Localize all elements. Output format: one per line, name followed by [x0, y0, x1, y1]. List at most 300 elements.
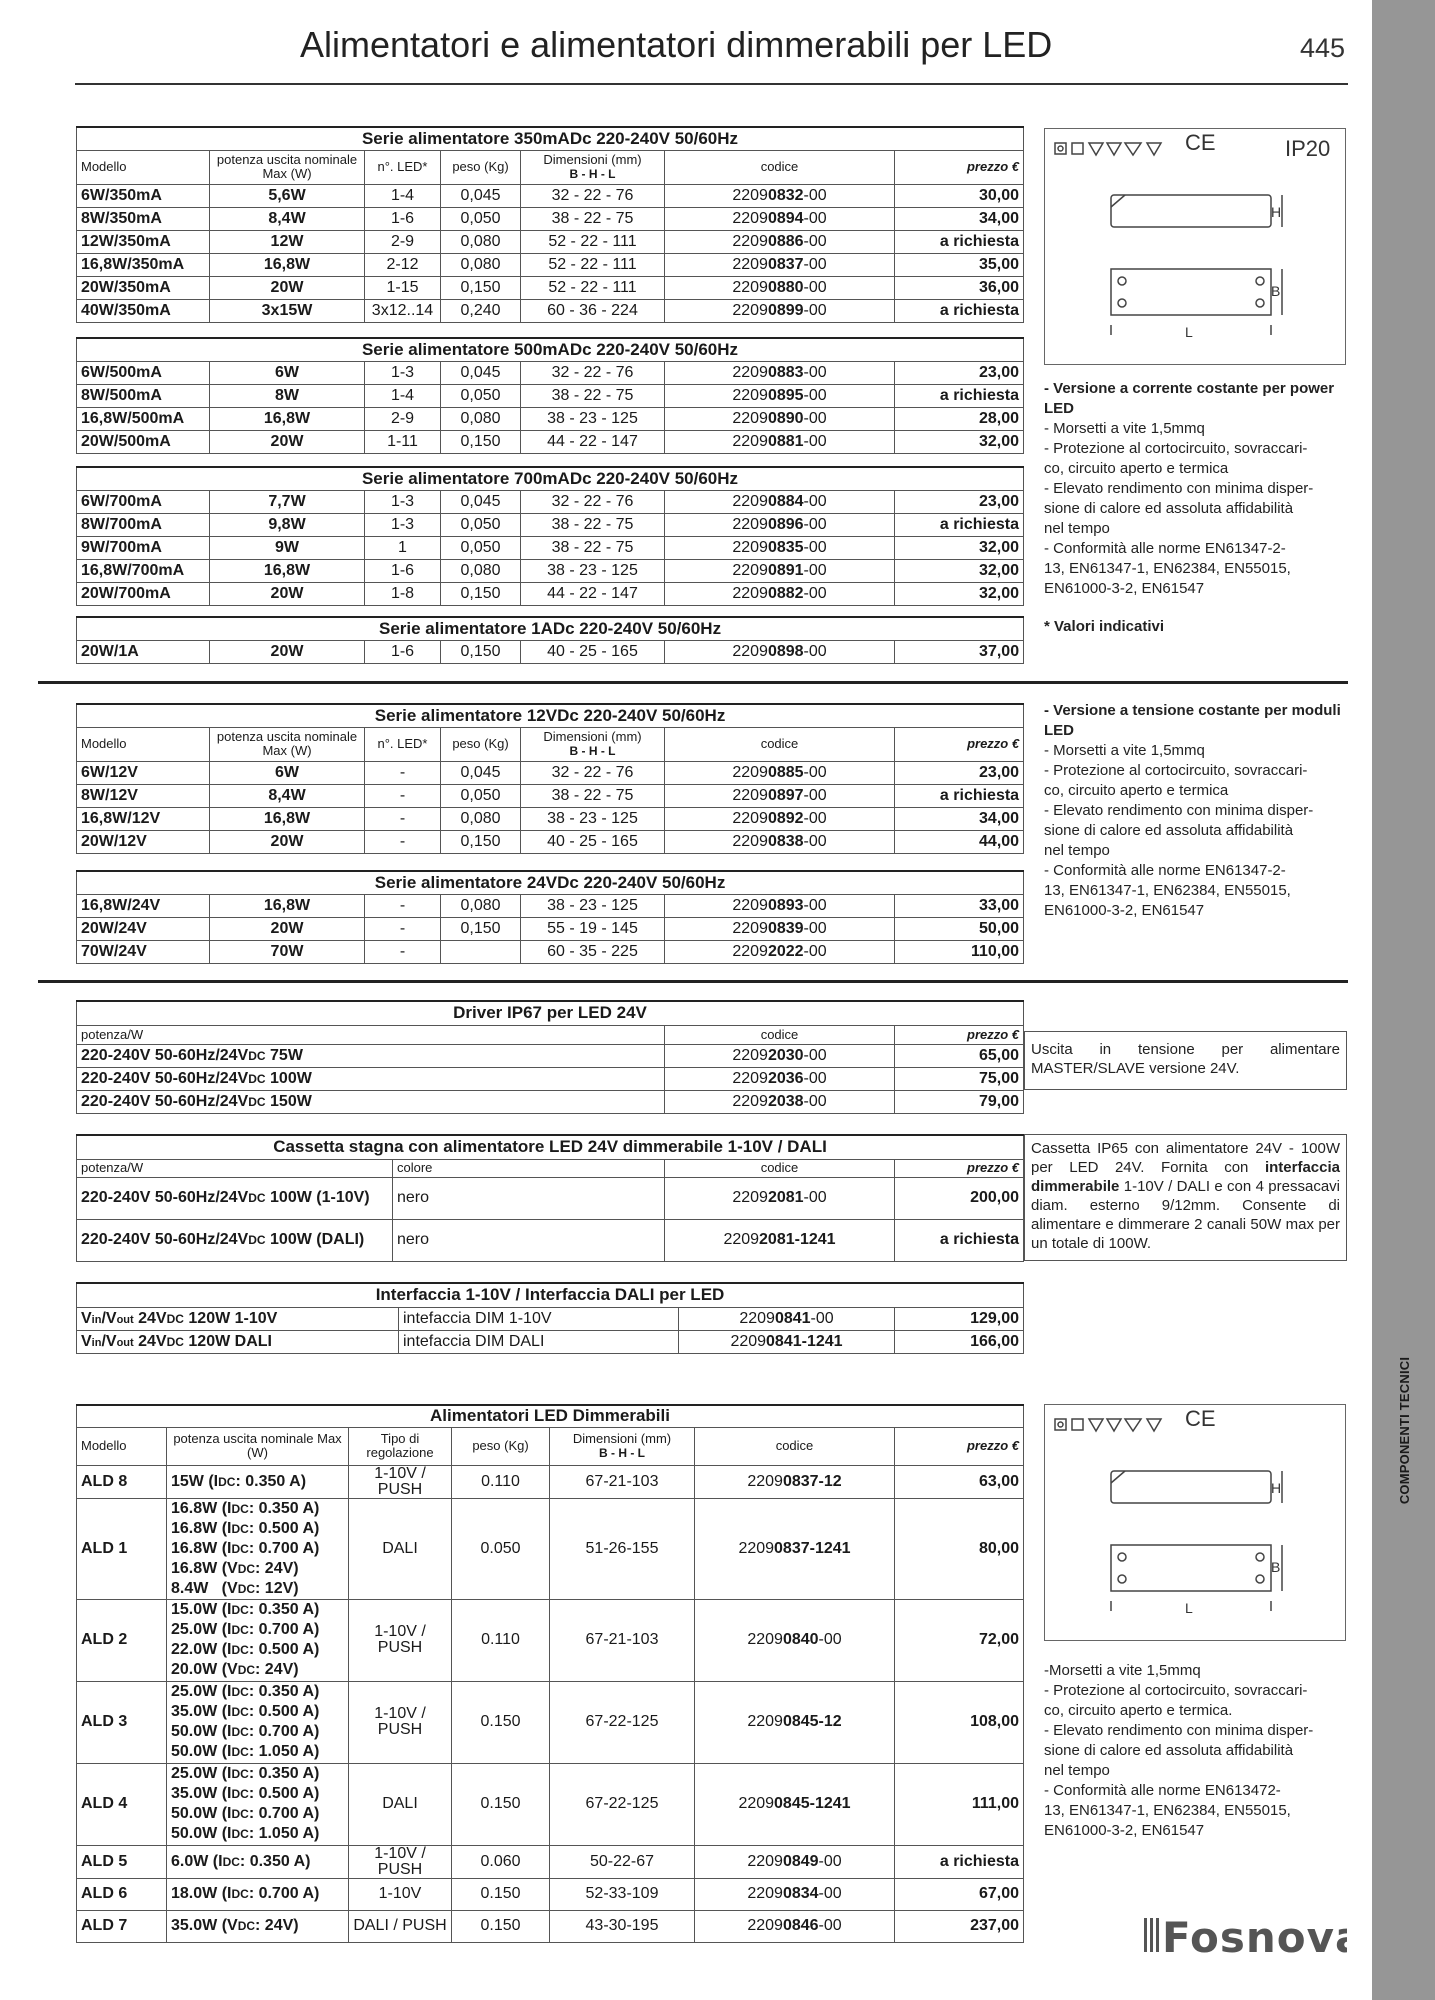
- code-prefix: 2209: [732, 1092, 768, 1110]
- code-cell: [665, 582, 895, 605]
- code-cell: [665, 184, 895, 207]
- col-header-peso: peso (Kg): [452, 1427, 550, 1465]
- code-main: 2022: [767, 942, 804, 960]
- model-cell: ALD 8: [77, 1465, 167, 1498]
- dimensions-cell: 32 - 22 - 76: [521, 761, 665, 784]
- code-main: 0837: [767, 255, 804, 273]
- price-cell: 23,00: [895, 761, 1024, 784]
- note-line: - Morsetti a vite 1,5mmq: [1044, 742, 1205, 759]
- weight-cell: 0,050: [441, 536, 521, 559]
- code-main: 2081-1241: [759, 1231, 836, 1248]
- code-cell: [665, 299, 895, 322]
- dimensions-cell: 60 - 35 - 225: [521, 940, 665, 963]
- code-suffix: -00: [803, 896, 827, 914]
- svg-text:CE: CE: [1185, 1406, 1216, 1431]
- code-suffix: -00: [803, 515, 827, 533]
- dimensions-cell: 38 - 22 - 75: [521, 536, 665, 559]
- table-row: [77, 917, 1024, 940]
- code-cell: [665, 207, 895, 230]
- weight-cell: 0,240: [441, 299, 521, 322]
- weight-cell: 0,050: [441, 784, 521, 807]
- price-cell: a richiesta: [895, 299, 1024, 322]
- power-line: 35.0W (IDC: 0.500 A): [171, 1785, 320, 1802]
- col-header-codice: codice: [665, 727, 895, 761]
- col-header-nled: n°. LED*: [365, 150, 441, 184]
- table-row: [77, 1044, 1024, 1067]
- price-cell: 200,00: [895, 1177, 1024, 1219]
- note-line: co, circuito aperto e termica: [1044, 782, 1229, 799]
- note-line: sione di calore ed assoluta affidabilità: [1044, 1742, 1294, 1759]
- interface-table: [76, 1282, 1024, 1354]
- code-suffix: -00: [803, 642, 827, 660]
- table-row: [77, 1763, 1024, 1845]
- note-line: - Elevato rendimento con minima disper-: [1044, 802, 1314, 819]
- note-line: -Morsetti a vite 1,5mmq: [1044, 1662, 1201, 1679]
- power-cell: 7,7W: [210, 490, 365, 513]
- power-line: 6.0W (IDC: 0.350 A): [171, 1852, 311, 1870]
- dimensions-cell: 51-26-155: [550, 1498, 695, 1599]
- led-count-cell: 1-3: [365, 361, 441, 384]
- table-row: [77, 299, 1024, 322]
- weight-cell: 0,080: [441, 894, 521, 917]
- code-prefix: 2209: [732, 942, 768, 960]
- code-main: 0882: [767, 584, 804, 602]
- dimensions-cell: 44 - 22 - 147: [521, 430, 665, 453]
- price-cell: 166,00: [895, 1330, 1024, 1353]
- weight-cell: 0,080: [441, 230, 521, 253]
- dimensions-cell: 38 - 22 - 75: [521, 784, 665, 807]
- note-line: - Protezione al cortocircuito, sovraccari-: [1044, 440, 1308, 457]
- code-cell: [665, 784, 895, 807]
- constant-voltage-24v-table: [76, 870, 1024, 964]
- led-count-cell: 1-6: [365, 207, 441, 230]
- power-cell: 8W: [210, 384, 365, 407]
- code-suffix: -00: [803, 1189, 827, 1206]
- col-header-peso: peso (Kg): [441, 727, 521, 761]
- power-cell: 6W: [210, 361, 365, 384]
- weight-cell: 0,150: [441, 917, 521, 940]
- code-main: 0841-1241: [766, 1332, 843, 1350]
- code-suffix: -00: [803, 209, 827, 227]
- price-cell: 23,00: [895, 361, 1024, 384]
- led-count-cell: -: [365, 761, 441, 784]
- regulation-cell: 1-10V / PUSH: [349, 1845, 452, 1878]
- power-line: 22.0W (IDC: 0.500 A): [171, 1641, 320, 1658]
- code-cell: [665, 940, 895, 963]
- price-cell: a richiesta: [895, 230, 1024, 253]
- weight-cell: 0,080: [441, 407, 521, 430]
- dimensions-cell: 38 - 23 - 125: [521, 407, 665, 430]
- code-prefix: 2209: [732, 301, 768, 319]
- model-cell: 16,8W/12V: [77, 807, 210, 830]
- weight-cell: 0.060: [452, 1845, 550, 1878]
- led-count-cell: -: [365, 940, 441, 963]
- model-cell: 40W/350mA: [77, 299, 210, 322]
- note-line: nel tempo: [1044, 1762, 1110, 1779]
- led-count-cell: -: [365, 784, 441, 807]
- weight-cell: 0,080: [441, 559, 521, 582]
- table-row: [77, 407, 1024, 430]
- price-cell: 34,00: [895, 207, 1024, 230]
- code-cell: [665, 894, 895, 917]
- weight-cell: 0.110: [452, 1465, 550, 1498]
- code-prefix: 2209: [747, 1631, 783, 1648]
- power-cell: 20W: [210, 582, 365, 605]
- code-main: 0835: [767, 538, 804, 556]
- dimensions-cell: 40 - 25 - 165: [521, 640, 665, 663]
- weight-cell: 0,045: [441, 490, 521, 513]
- note-line: - Conformità alle norme EN61347-2-: [1044, 540, 1286, 557]
- table-caption: Serie alimentatore 350mADc 220-240V 50/60Hz: [77, 127, 1024, 150]
- model-cell: 9W/700mA: [77, 536, 210, 559]
- dimensions-cell: 52 - 22 - 111: [521, 276, 665, 299]
- code-prefix: 2209: [732, 432, 768, 450]
- code-main: 0883: [767, 363, 804, 381]
- note-line: nel tempo: [1044, 842, 1110, 859]
- code-main: 0834: [782, 1885, 819, 1902]
- svg-text:B: B: [1271, 1559, 1281, 1575]
- dimensions-cell: 32 - 22 - 76: [521, 361, 665, 384]
- constant-current-1a-table: [76, 616, 1024, 664]
- code-cell: [665, 384, 895, 407]
- weight-cell: 0,150: [441, 276, 521, 299]
- code-cell: [665, 276, 895, 299]
- dimensions-cell: 38 - 23 - 125: [521, 807, 665, 830]
- code-suffix: -00: [803, 763, 827, 781]
- table-row: [77, 1330, 1024, 1353]
- dimensions-cell: 52-33-109: [550, 1878, 695, 1910]
- led-count-cell: 2-12: [365, 253, 441, 276]
- note-line: - Protezione al cortocircuito, sovraccari-: [1044, 1682, 1308, 1699]
- code-main: 0893: [767, 896, 804, 914]
- interface-model-cell: Vin/Vout 24VDC 120W 1-10V: [77, 1307, 399, 1330]
- constant-current-table: [76, 126, 1024, 323]
- code-main: 2030: [767, 1046, 804, 1064]
- product-diagram-dimmable: [1044, 1404, 1346, 1641]
- note-line: - Elevato rendimento con minima disper-: [1044, 480, 1314, 497]
- power-cell: [167, 1498, 349, 1599]
- table-row: [77, 490, 1024, 513]
- price-cell: 34,00: [895, 807, 1024, 830]
- notes-title: - Versione a tensione costante per moduli LED: [1044, 702, 1341, 739]
- dimmable-table: [76, 1404, 1024, 1943]
- regulation-cell: 1-10V / PUSH: [349, 1465, 452, 1498]
- col-header-dim: Dimensioni (mm) B - H - L: [550, 1427, 695, 1465]
- col-header-codice: codice: [665, 1159, 895, 1177]
- price-cell: 72,00: [895, 1599, 1024, 1681]
- code-prefix: 2209: [732, 919, 768, 937]
- code-suffix: -00: [803, 1069, 827, 1087]
- dimensions-cell: 67-22-125: [550, 1681, 695, 1763]
- code-main: 0895: [767, 386, 804, 404]
- weight-cell: 0,045: [441, 761, 521, 784]
- driver-ip67-table: [76, 1000, 1024, 1114]
- model-cell: 8W/500mA: [77, 384, 210, 407]
- note-line: 13, EN61347-1, EN62384, EN55015,: [1044, 882, 1291, 899]
- interface-model-cell: Vin/Vout 24VDC 120W DALI: [77, 1330, 399, 1353]
- power-cell: 70W: [210, 940, 365, 963]
- code-cell: [665, 761, 895, 784]
- table-row: [77, 582, 1024, 605]
- code-suffix: -00: [803, 186, 827, 204]
- code-cell: [665, 407, 895, 430]
- weight-cell: 0,150: [441, 430, 521, 453]
- table-row: [77, 559, 1024, 582]
- model-cell: 20W/350mA: [77, 276, 210, 299]
- table-caption: Serie alimentatore 700mADc 220-240V 50/60Hz: [77, 467, 1024, 490]
- model-cell: ALD 3: [77, 1681, 167, 1763]
- code-main: 0840: [782, 1631, 819, 1648]
- power-line: 16.8W (IDC: 0.350 A): [171, 1499, 320, 1517]
- code-prefix: 2209: [732, 809, 768, 827]
- code-prefix: 2209: [732, 409, 768, 427]
- table-row: [77, 807, 1024, 830]
- code-prefix: 2209: [747, 1885, 783, 1902]
- col-header-potenza: potenza/W: [77, 1025, 665, 1044]
- code-main: 0832: [767, 186, 804, 204]
- table-row: [77, 430, 1024, 453]
- led-count-cell: 2-9: [365, 407, 441, 430]
- power-cell: 20W: [210, 276, 365, 299]
- table-row: [77, 184, 1024, 207]
- col-header-modello: Modello: [77, 727, 210, 761]
- power-line: 18.0W (IDC: 0.700 A): [171, 1885, 320, 1902]
- led-count-cell: 1-8: [365, 582, 441, 605]
- code-cell: [665, 830, 895, 853]
- table-row: [77, 513, 1024, 536]
- note-line: - Conformità alle norme EN61347-2-: [1044, 862, 1286, 879]
- power-cell: 16,8W: [210, 894, 365, 917]
- power-cell: 9,8W: [210, 513, 365, 536]
- power-line: 25.0W (IDC: 0.700 A): [171, 1621, 320, 1638]
- price-cell: 63,00: [895, 1465, 1024, 1498]
- led-count-cell: 1: [365, 536, 441, 559]
- code-cell: [665, 1044, 895, 1067]
- col-header-dim: Dimensioni (mm) B - H - L: [521, 727, 665, 761]
- col-header-codice: codice: [695, 1427, 895, 1465]
- code-prefix: 2209: [732, 763, 768, 781]
- code-suffix: -00: [818, 1885, 842, 1902]
- power-cell: 20W: [210, 430, 365, 453]
- power-line: 50.0W (IDC: 0.700 A): [171, 1723, 320, 1740]
- power-cell: 12W: [210, 230, 365, 253]
- led-count-cell: -: [365, 830, 441, 853]
- model-cell: 16,8W/700mA: [77, 559, 210, 582]
- code-suffix: -00: [818, 1917, 842, 1934]
- power-cell: 220-240V 50-60Hz/24VDC 100W: [77, 1067, 665, 1090]
- power-cell: [167, 1763, 349, 1845]
- svg-text:L: L: [1185, 324, 1193, 340]
- model-cell: 16,8W/500mA: [77, 407, 210, 430]
- code-main: 0837-1241: [774, 1539, 851, 1557]
- power-cell: 8,4W: [210, 784, 365, 807]
- code-suffix: -00: [803, 278, 827, 296]
- code-cell: [665, 490, 895, 513]
- model-cell: 6W/350mA: [77, 184, 210, 207]
- dimensions-cell: 50-22-67: [550, 1845, 695, 1878]
- weight-cell: 0.050: [452, 1498, 550, 1599]
- price-cell: 50,00: [895, 917, 1024, 940]
- price-cell: 28,00: [895, 407, 1024, 430]
- price-cell: a richiesta: [895, 1219, 1024, 1261]
- code-prefix: 2209: [732, 786, 768, 804]
- table-row: [77, 361, 1024, 384]
- price-cell: 33,00: [895, 894, 1024, 917]
- code-suffix: -00: [803, 561, 827, 579]
- power-cell: 20W: [210, 640, 365, 663]
- code-main: 0894: [767, 209, 804, 227]
- table-row: [77, 384, 1024, 407]
- dimensions-cell: 52 - 22 - 111: [521, 253, 665, 276]
- note-line: EN61000-3-2, EN61547: [1044, 902, 1205, 919]
- power-line: 20.0W (VDC: 24V): [171, 1661, 299, 1678]
- cassetta-table: [76, 1134, 1024, 1262]
- col-header-potenza: potenza uscita nominale Max (W): [167, 1427, 349, 1465]
- code-cell: [665, 361, 895, 384]
- model-cell: 6W/500mA: [77, 361, 210, 384]
- note-line: - Elevato rendimento con minima disper-: [1044, 1722, 1314, 1739]
- code-prefix: 2209: [747, 1713, 783, 1730]
- driver-outline-icon: [1045, 1405, 1345, 1640]
- code-prefix: 2209: [732, 642, 768, 660]
- code-main: 0881: [767, 432, 804, 450]
- table-row: [77, 1177, 1024, 1219]
- model-cell: ALD 6: [77, 1878, 167, 1910]
- power-line: 8.4W (VDC: 12V): [171, 1579, 299, 1597]
- section-separator: [38, 980, 1348, 983]
- price-cell: 35,00: [895, 253, 1024, 276]
- power-cell: 220-240V 50-60Hz/24VDC 100W (DALI): [77, 1219, 393, 1261]
- table-caption: Cassetta stagna con alimentatore LED 24V dimmerabile 1-10V / DALI: [77, 1135, 1024, 1159]
- power-cell: 220-240V 50-60Hz/24VDC 100W (1-10V): [77, 1177, 393, 1219]
- price-cell: 80,00: [895, 1498, 1024, 1599]
- svg-text:H: H: [1271, 1480, 1282, 1496]
- code-prefix: 2209: [732, 896, 768, 914]
- code-main: 0841: [774, 1309, 811, 1327]
- regulation-cell: DALI: [349, 1763, 452, 1845]
- code-main: 0845-12: [782, 1713, 842, 1730]
- model-cell: 16,8W/24V: [77, 894, 210, 917]
- code-prefix: 2209: [732, 1069, 768, 1087]
- dimensions-cell: 38 - 23 - 125: [521, 559, 665, 582]
- code-suffix: -00: [803, 301, 827, 319]
- dimensions-cell: 43-30-195: [550, 1910, 695, 1942]
- price-cell: 44,00: [895, 830, 1024, 853]
- table-caption: Serie alimentatore 500mADc 220-240V 50/60Hz: [77, 338, 1024, 361]
- note-line: sione di calore ed assoluta affidabilità: [1044, 500, 1294, 517]
- code-cell: [665, 1090, 895, 1113]
- col-header-prezzo: prezzo €: [895, 1427, 1024, 1465]
- power-line: 35.0W (IDC: 0.500 A): [171, 1703, 320, 1720]
- code-prefix: 2209: [732, 492, 768, 510]
- note-line: sione di calore ed assoluta affidabilità: [1044, 822, 1294, 839]
- power-line: 50.0W (IDC: 1.050 A): [171, 1743, 320, 1760]
- code-suffix: -00: [818, 1852, 842, 1870]
- code-suffix: -00: [803, 832, 827, 850]
- model-cell: 70W/24V: [77, 940, 210, 963]
- code-cell: [665, 230, 895, 253]
- dimensions-cell: 32 - 22 - 76: [521, 490, 665, 513]
- weight-cell: 0,045: [441, 184, 521, 207]
- code-main: 0837-12: [782, 1472, 842, 1490]
- code-suffix: -00: [803, 942, 827, 960]
- code-cell: [665, 1177, 895, 1219]
- model-cell: ALD 2: [77, 1599, 167, 1681]
- svg-text:IP20: IP20: [1285, 136, 1331, 161]
- regulation-cell: DALI: [349, 1498, 452, 1599]
- table-row: [77, 761, 1024, 784]
- power-cell: [167, 1465, 349, 1498]
- power-line: 35.0W (VDC: 24V): [171, 1917, 299, 1934]
- code-prefix: 2209: [732, 278, 768, 296]
- weight-cell: 0.150: [452, 1878, 550, 1910]
- led-count-cell: 1-4: [365, 184, 441, 207]
- table-caption: Interfaccia 1-10V / Interfaccia DALI per LED: [77, 1283, 1024, 1307]
- code-cell: [665, 536, 895, 559]
- table-row: [77, 230, 1024, 253]
- code-cell: [665, 807, 895, 830]
- side-tab-bar: [1372, 0, 1435, 2000]
- weight-cell: 0,080: [441, 253, 521, 276]
- led-count-cell: 1-15: [365, 276, 441, 299]
- code-prefix: 2209: [732, 232, 768, 250]
- led-count-cell: 3x12..14: [365, 299, 441, 322]
- code-suffix: -00: [803, 363, 827, 381]
- price-cell: 65,00: [895, 1044, 1024, 1067]
- svg-text:CE: CE: [1185, 130, 1216, 155]
- code-prefix: 2209: [732, 515, 768, 533]
- code-main: 0846: [782, 1917, 819, 1934]
- price-cell: a richiesta: [895, 784, 1024, 807]
- code-suffix: -00: [803, 919, 827, 937]
- price-cell: 32,00: [895, 582, 1024, 605]
- code-cell: [665, 1219, 895, 1261]
- code-main: 0884: [767, 492, 804, 510]
- code-prefix: 2209: [732, 1046, 768, 1064]
- code-main: 2036: [767, 1069, 804, 1087]
- code-prefix: 2209: [730, 1332, 767, 1350]
- code-prefix: 2209: [732, 561, 768, 579]
- code-prefix: 2209: [732, 832, 768, 850]
- table-row: [77, 253, 1024, 276]
- note-line: 13, EN61347-1, EN62384, EN55015,: [1044, 1802, 1291, 1819]
- weight-cell: 0,050: [441, 207, 521, 230]
- table-row: [77, 940, 1024, 963]
- power-line: 16.8W (IDC: 0.700 A): [171, 1539, 320, 1557]
- color-cell: nero: [393, 1219, 665, 1261]
- color-cell: nero: [393, 1177, 665, 1219]
- table-row: [77, 1307, 1024, 1330]
- table-row: [77, 830, 1024, 853]
- power-cell: 5,6W: [210, 184, 365, 207]
- code-suffix: -00: [803, 538, 827, 556]
- price-cell: 111,00: [895, 1763, 1024, 1845]
- code-suffix: -00: [803, 1092, 827, 1110]
- code-prefix: 2209: [738, 1795, 775, 1812]
- table-caption: Driver IP67 per LED 24V: [77, 1001, 1024, 1025]
- page-number: 445: [1300, 33, 1346, 63]
- table-row: [77, 1681, 1024, 1763]
- power-cell: 16,8W: [210, 559, 365, 582]
- weight-cell: 0,080: [441, 807, 521, 830]
- table-caption: Alimentatori LED Dimmerabili: [77, 1405, 1024, 1427]
- title-rule: [75, 83, 1348, 85]
- dimensions-cell: 67-21-103: [550, 1599, 695, 1681]
- dimensions-cell: 44 - 22 - 147: [521, 582, 665, 605]
- power-line: 15.0W (IDC: 0.350 A): [171, 1601, 320, 1618]
- cassetta-note: Cassetta IP65 con alimentatore 24V - 100W per LED 24V. Fornita con interfaccia dimmerabile 1-10V / DALI e con 4 pressacavi diam. esterno 9/12mm. Consente di alimentare e dimmerare 2 canali 50W max per un totale di 100W.: [1024, 1134, 1347, 1261]
- notes-dimmable: [1044, 1661, 1344, 1841]
